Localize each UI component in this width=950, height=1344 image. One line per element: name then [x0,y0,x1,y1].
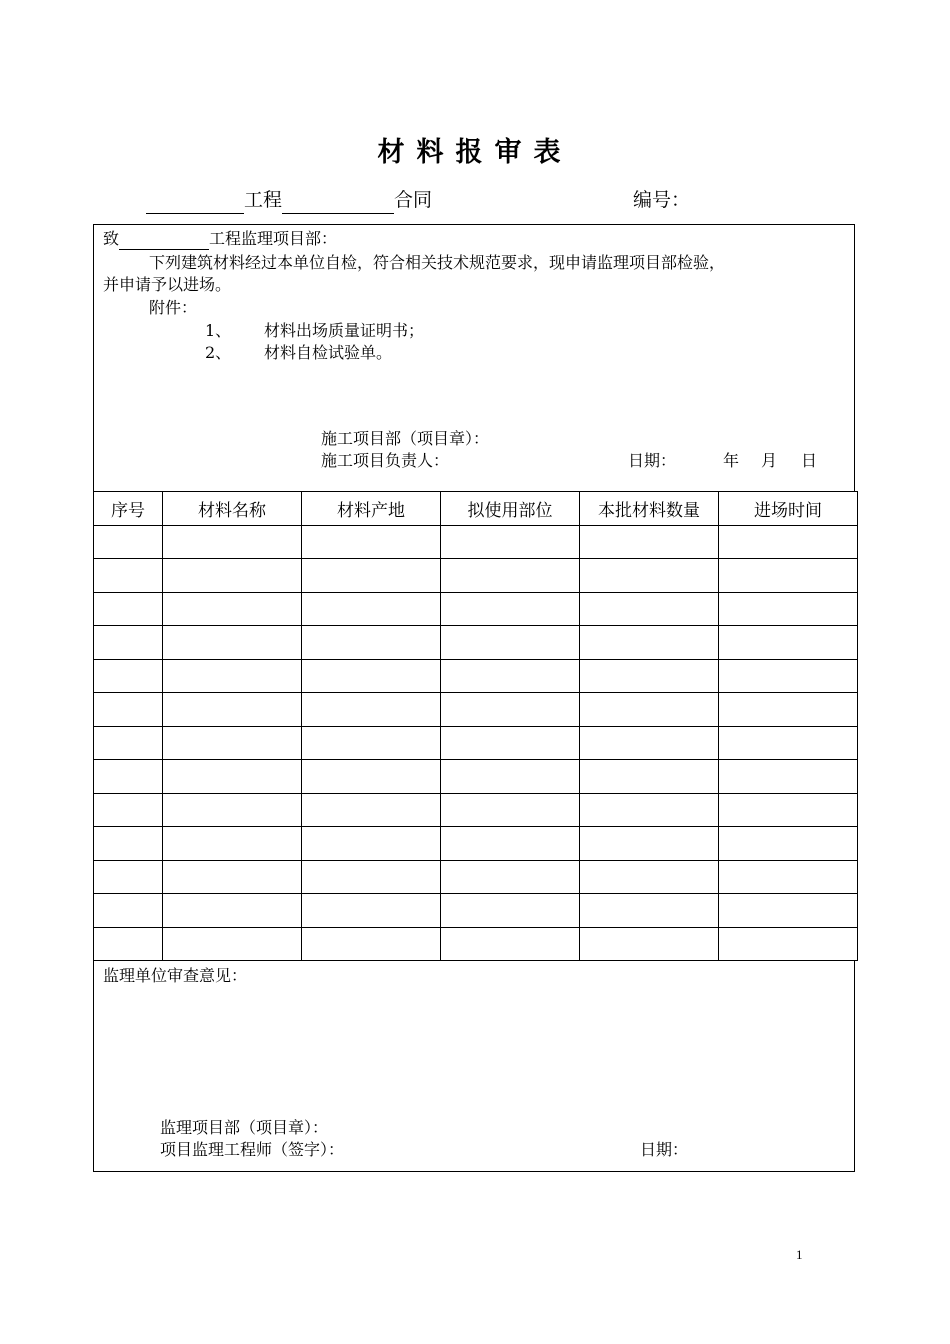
table-cell[interactable] [719,894,858,928]
document-title: 材料报审表 [377,137,573,168]
table-cell[interactable] [441,525,580,559]
date-month: 月 [761,451,778,470]
table-cell[interactable] [302,626,441,660]
table-cell[interactable] [94,760,163,794]
date-year: 年 [723,451,740,470]
table-cell[interactable] [441,860,580,894]
table-cell[interactable] [719,927,858,961]
application-section [93,224,855,492]
table-cell[interactable] [302,726,441,760]
table-header-row [94,492,858,526]
column-header-usage-location: 拟使用部位 [441,492,580,526]
table-cell[interactable] [94,559,163,593]
table-cell[interactable] [163,659,302,693]
table-cell[interactable] [163,827,302,861]
table-cell[interactable] [163,525,302,559]
table-cell[interactable] [719,827,858,861]
attachment-1-number: 1、 [205,321,232,340]
table-cell[interactable] [94,860,163,894]
table-cell[interactable] [719,693,858,727]
table-cell[interactable] [94,827,163,861]
table-cell[interactable] [302,894,441,928]
serial-number-label: 编号： [633,189,691,211]
application-date-label: 日期： [628,451,677,470]
construction-dept-seal-label: 施工项目部（项目章）： [321,429,490,448]
table-cell[interactable] [163,894,302,928]
table-cell[interactable] [441,894,580,928]
table-cell[interactable] [302,525,441,559]
table-row [94,693,858,727]
table-cell[interactable] [163,559,302,593]
table-cell[interactable] [302,793,441,827]
table-cell[interactable] [580,559,719,593]
table-cell[interactable] [719,525,858,559]
table-cell[interactable] [441,726,580,760]
review-date-label: 日期： [640,1140,689,1159]
table-cell[interactable] [163,592,302,626]
table-row [94,559,858,593]
column-header-serial: 序号 [94,492,163,526]
table-cell[interactable] [163,860,302,894]
table-row [94,592,858,626]
table-cell[interactable] [163,927,302,961]
table-cell[interactable] [580,592,719,626]
table-row [94,525,858,559]
table-cell[interactable] [441,760,580,794]
table-cell[interactable] [302,860,441,894]
table-cell[interactable] [302,927,441,961]
table-cell[interactable] [580,793,719,827]
contract-name-blank[interactable] [282,193,394,214]
table-cell[interactable] [302,659,441,693]
attachment-2-number: 2、 [205,343,232,362]
attachments-label: 附件： [149,298,198,317]
table-row [94,827,858,861]
table-cell[interactable] [719,860,858,894]
application-body-line2: 并申请予以进场。 [103,275,232,294]
table-cell[interactable] [163,760,302,794]
materials-table-body [94,525,858,961]
table-cell[interactable] [441,659,580,693]
table-cell[interactable] [580,626,719,660]
table-row [94,894,858,928]
to-suffix: 工程监理项目部： [209,229,338,248]
table-row [94,927,858,961]
table-cell[interactable] [94,592,163,626]
review-section [93,960,855,1172]
table-cell[interactable] [441,927,580,961]
table-cell[interactable] [302,693,441,727]
table-row [94,659,858,693]
table-row [94,860,858,894]
review-opinion-label: 监理单位审查意见： [103,966,248,985]
table-row [94,726,858,760]
table-cell[interactable] [719,559,858,593]
table-row [94,793,858,827]
table-cell[interactable] [163,626,302,660]
project-contract-line [146,186,432,214]
page-number: 1 [796,1247,803,1262]
table-cell[interactable] [302,559,441,593]
addressee-line [103,228,337,250]
materials-table [93,491,858,961]
table-cell[interactable] [163,726,302,760]
table-cell[interactable] [163,693,302,727]
attachment-1-text: 材料出场质量证明书； [264,321,425,340]
table-cell[interactable] [94,793,163,827]
table-cell[interactable] [580,659,719,693]
table-cell[interactable] [719,726,858,760]
table-cell[interactable] [302,760,441,794]
supervision-engineer-signature-label: 项目监理工程师（签字）： [160,1140,345,1159]
table-cell[interactable] [580,693,719,727]
column-header-origin: 材料产地 [302,492,441,526]
application-body-line1: 下列建筑材料经过本单位自检，符合相关技术规范要求，现申请监理项目部检验， [149,253,726,272]
table-cell[interactable] [302,592,441,626]
table-cell[interactable] [441,559,580,593]
attachment-2-text: 材料自检试验单。 [264,343,393,362]
table-cell[interactable] [719,793,858,827]
table-cell[interactable] [302,827,441,861]
project-suffix: 工程 [244,189,283,211]
table-cell[interactable] [580,525,719,559]
column-header-quantity: 本批材料数量 [580,492,719,526]
table-cell[interactable] [580,860,719,894]
table-cell[interactable] [94,894,163,928]
column-header-material-name: 材料名称 [163,492,302,526]
table-cell[interactable] [94,659,163,693]
table-cell[interactable] [719,659,858,693]
table-cell[interactable] [94,525,163,559]
table-cell[interactable] [441,693,580,727]
date-day: 日 [801,451,818,470]
contract-suffix: 合同 [394,189,433,211]
table-cell[interactable] [441,827,580,861]
table-cell[interactable] [580,827,719,861]
table-cell[interactable] [94,927,163,961]
column-header-entry-time: 进场时间 [719,492,858,526]
construction-manager-label: 施工项目负责人： [321,451,450,470]
table-row [94,626,858,660]
table-cell[interactable] [580,894,719,928]
table-cell[interactable] [94,693,163,727]
table-cell[interactable] [441,793,580,827]
table-cell[interactable] [94,726,163,760]
table-cell[interactable] [719,592,858,626]
table-cell[interactable] [163,793,302,827]
table-cell[interactable] [580,726,719,760]
table-cell[interactable] [94,626,163,660]
table-cell[interactable] [580,927,719,961]
supervision-project-blank[interactable] [119,232,209,250]
table-cell[interactable] [719,760,858,794]
project-name-blank[interactable] [146,193,244,214]
table-row [94,760,858,794]
to-prefix: 致 [103,229,120,248]
table-cell[interactable] [441,592,580,626]
table-cell[interactable] [580,760,719,794]
table-cell[interactable] [719,626,858,660]
table-cell[interactable] [441,626,580,660]
supervision-dept-seal-label: 监理项目部（项目章）： [160,1118,329,1137]
